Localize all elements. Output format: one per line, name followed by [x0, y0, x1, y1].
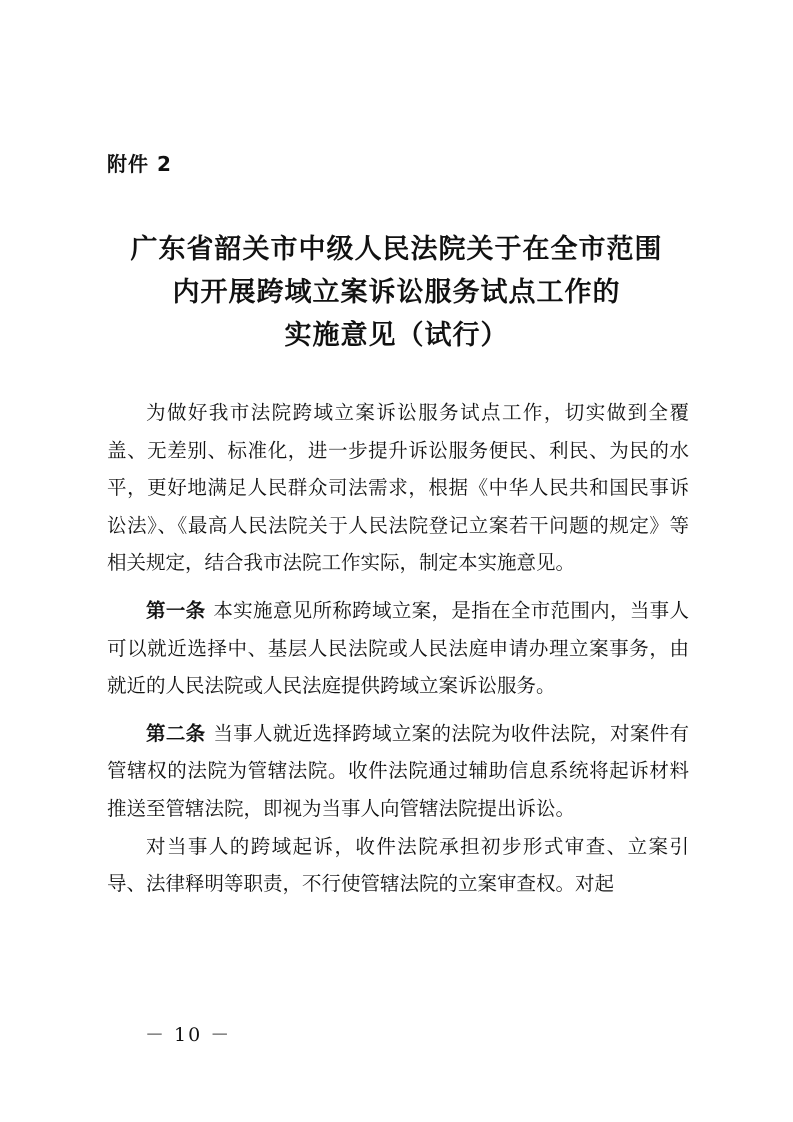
article-1-heading: 第一条	[146, 598, 206, 622]
article-1-paragraph	[107, 592, 689, 705]
title-line-3: 实施意见（试行）	[284, 320, 509, 351]
article-2-heading: 第二条	[146, 721, 206, 745]
annex-label: 附件 2	[107, 152, 172, 176]
article-2-text: 当事人就近选择跨域立案的法院为收件法院，对案件有管辖权的法院为管辖法院。收件法院通过辅助信息系统将起诉材料推送至管辖法院，即视为当事人向管辖法院提出诉讼。	[107, 721, 689, 820]
article-1-text: 本实施意见所称跨域立案，是指在全市范围内，当事人可以就近选择中、基层人民法院或人民法庭申请办理立案事务，由就近的人民法院或人民法庭提供跨域立案诉讼服务。	[107, 598, 689, 698]
document-body	[107, 394, 689, 903]
page-number: － 10 －	[145, 1024, 232, 1046]
article-2-paragraph	[107, 715, 689, 828]
preamble-paragraph: 为做好我市法院跨域立案诉讼服务试点工作，切实做到全覆盖、无差别、标准化，进一步提升诉讼服务便民、利民、为民的水平，更好地满足人民群众司法需求，根据《中华人民共和国民事诉讼法》、《最高人民法院关于人民法院登记立案若干问题的规定》等相关规定，结合我市法院工作实际，制定本实施意见。	[107, 401, 689, 575]
article-2-paragraph-2: 对当事人的跨域起诉，收件法院承担初步形式审查、立案引导、法律释明等职责，不行使管辖法院的立案审查权。对起	[107, 834, 689, 896]
title-line-2: 内开展跨域立案诉讼服务试点工作的	[172, 277, 621, 308]
title-line-1: 广东省韶关市中级人民法院关于在全市范围	[130, 234, 663, 265]
document-title	[90, 228, 703, 357]
